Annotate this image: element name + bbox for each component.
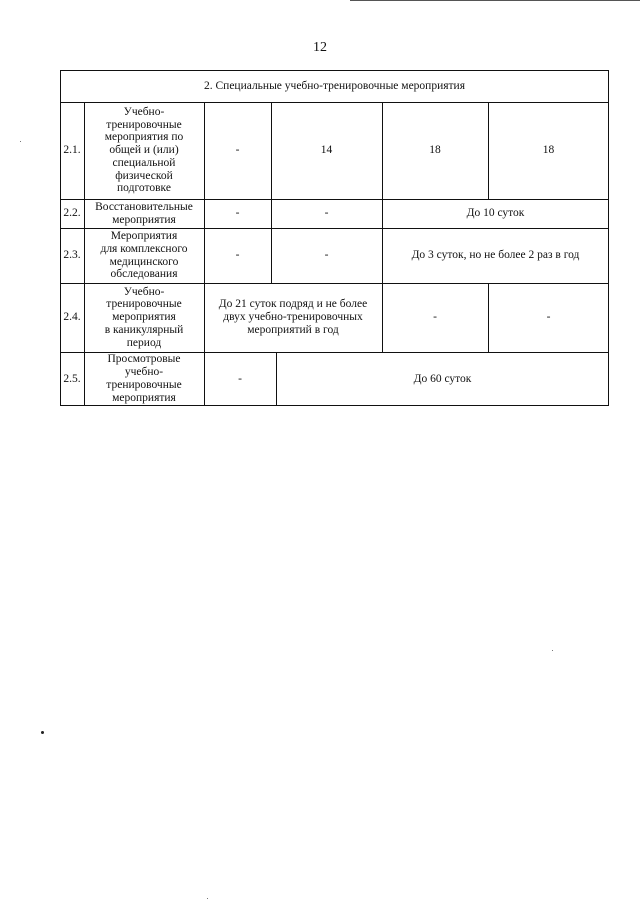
page-number: 12: [313, 40, 327, 55]
table-cell: -: [546, 311, 551, 324]
table-cell: -: [235, 207, 240, 220]
table-cell: 14: [320, 144, 333, 157]
table-cell: -: [324, 249, 329, 262]
event-name: Мероприятия для комплексного медицинского обследования: [100, 229, 188, 281]
scan-artifact-dot: [41, 731, 44, 734]
table-cell: -: [235, 249, 240, 262]
table-cell: -: [235, 144, 240, 157]
merged-cell: До 3 суток, но не более 2 раз в год: [411, 249, 580, 262]
row-number: 2.2.: [63, 207, 81, 220]
table-cell: 18: [429, 144, 441, 157]
table-cell: -: [433, 311, 437, 324]
event-name: Просмотровые учебно- тренировочные мероприятия: [106, 353, 182, 404]
event-name: Учебно- тренировочные мероприятия в каникулярный период: [104, 285, 184, 349]
event-name: Восстановительные мероприятия: [95, 200, 193, 226]
scan-artifact-speck: [552, 650, 553, 651]
scan-artifact-speck: [207, 898, 208, 899]
row-number: 2.4.: [63, 311, 81, 324]
event-name: Учебно- тренировочные мероприятия по общей и (или) специальной физической подготовке: [104, 105, 184, 195]
table-cell: 18: [542, 144, 555, 157]
table-cell: -: [238, 372, 242, 385]
merged-cell: До 10 суток: [466, 207, 525, 220]
merged-cell: До 60 суток: [413, 372, 472, 385]
table-cell: -: [324, 207, 329, 220]
scan-artifact-speck: [20, 141, 21, 142]
row-number: 2.5.: [63, 372, 81, 385]
section-header: 2. Специальные учебно-тренировочные мероприятия: [204, 79, 465, 92]
merged-cell: До 21 суток подряд и не более двух учебно-тренировочных мероприятий в год: [218, 298, 368, 336]
row-number: 2.3.: [63, 249, 81, 262]
row-number: 2.1.: [63, 144, 81, 157]
